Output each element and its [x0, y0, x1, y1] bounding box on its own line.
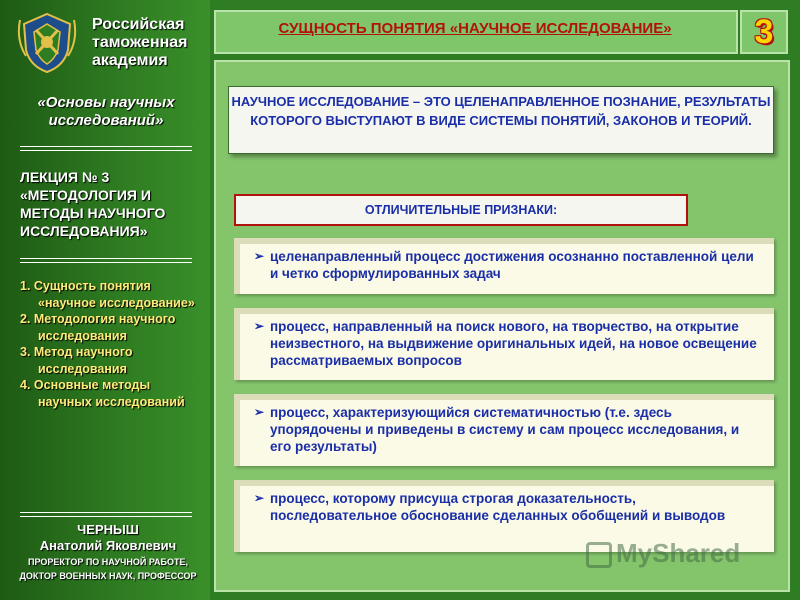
- slide-number-badge: [740, 10, 788, 54]
- author-name: Анатолий Яковлевич: [39, 538, 177, 553]
- arrow-bullet-icon: ➢: [254, 249, 265, 263]
- arrow-bullet-icon: ➢: [254, 319, 265, 333]
- customs-emblem-icon: [16, 10, 78, 76]
- feature-text: целенаправленный процесс достижения осознанно поставленной цели и четко сформулированных задач: [270, 249, 754, 281]
- toc-item[interactable]: 4. Основные методы научных исследований: [20, 378, 185, 409]
- arrow-bullet-icon: ➢: [254, 491, 265, 505]
- toc-item[interactable]: 1. Сущность понятия «научное исследование»: [20, 279, 195, 310]
- author-position: ПРОРЕКТОР ПО НАУЧНОЙ РАБОТЕ,: [27, 557, 189, 567]
- author-surname: ЧЕРНЫШ: [77, 522, 139, 537]
- author-degree: ДОКТОР ВОЕННЫХ НАУК, ПРОФЕССОР: [19, 571, 197, 581]
- divider: [20, 512, 192, 517]
- lecture-title: ЛЕКЦИЯ № 3 «МЕТОДОЛОГИЯ И МЕТОДЫ НАУЧНОГО ИССЛЕДОВАНИЯ»: [20, 169, 166, 239]
- definition-box: НАУЧНОЕ ИССЛЕДОВАНИЕ – ЭТО ЦЕЛЕНАПРАВЛЕННОЕ ПОЗНАНИЕ, РЕЗУЛЬТАТЫ КОТОРОГО ВЫСТУПАЮТ В ВИДЕ СИСТЕМЫ ПОНЯТИЙ, ЗАКОНОВ И ТЕОРИЙ.: [228, 86, 774, 154]
- feature-card: [234, 394, 774, 466]
- feature-card: [234, 308, 774, 380]
- divider: [20, 146, 192, 151]
- feature-card: [234, 238, 774, 294]
- watermark-logo-icon: [586, 542, 612, 568]
- sidebar: [0, 0, 210, 600]
- toc-item[interactable]: 3. Метод научного исследования: [20, 345, 133, 376]
- watermark: [586, 538, 740, 569]
- toc-item[interactable]: 2. Методология научного исследования: [20, 312, 176, 343]
- course-title: «Основы научных исследований»: [37, 94, 175, 129]
- feature-text: процесс, характеризующийся систематичностью (т.е. здесь упорядочены и приведены в систему и сам процесс исследования, и его результаты): [270, 405, 740, 454]
- watermark-text: MyShared: [616, 538, 741, 568]
- arrow-bullet-icon: ➢: [254, 405, 265, 419]
- features-label: ОТЛИЧИТЕЛЬНЫЕ ПРИЗНАКИ:: [234, 194, 688, 226]
- divider: [20, 258, 192, 263]
- page-title: СУЩНОСТЬ ПОНЯТИЯ «НАУЧНОЕ ИССЛЕДОВАНИЕ»: [278, 20, 672, 37]
- slide-number: 3: [754, 12, 774, 51]
- table-of-contents: [20, 278, 205, 410]
- author-block: [8, 522, 208, 582]
- feature-text: процесс, которому присуща строгая доказательность, последовательное обоснование сделанных обобщений и выводов: [270, 491, 726, 523]
- feature-text: процесс, направленный на поиск нового, на творчество, на открытие неизвестного, на выдвижение оригинальных идей, на новое освещение рассматриваемых вопросов: [270, 319, 757, 368]
- academy-name: Российская таможенная академия: [92, 16, 188, 69]
